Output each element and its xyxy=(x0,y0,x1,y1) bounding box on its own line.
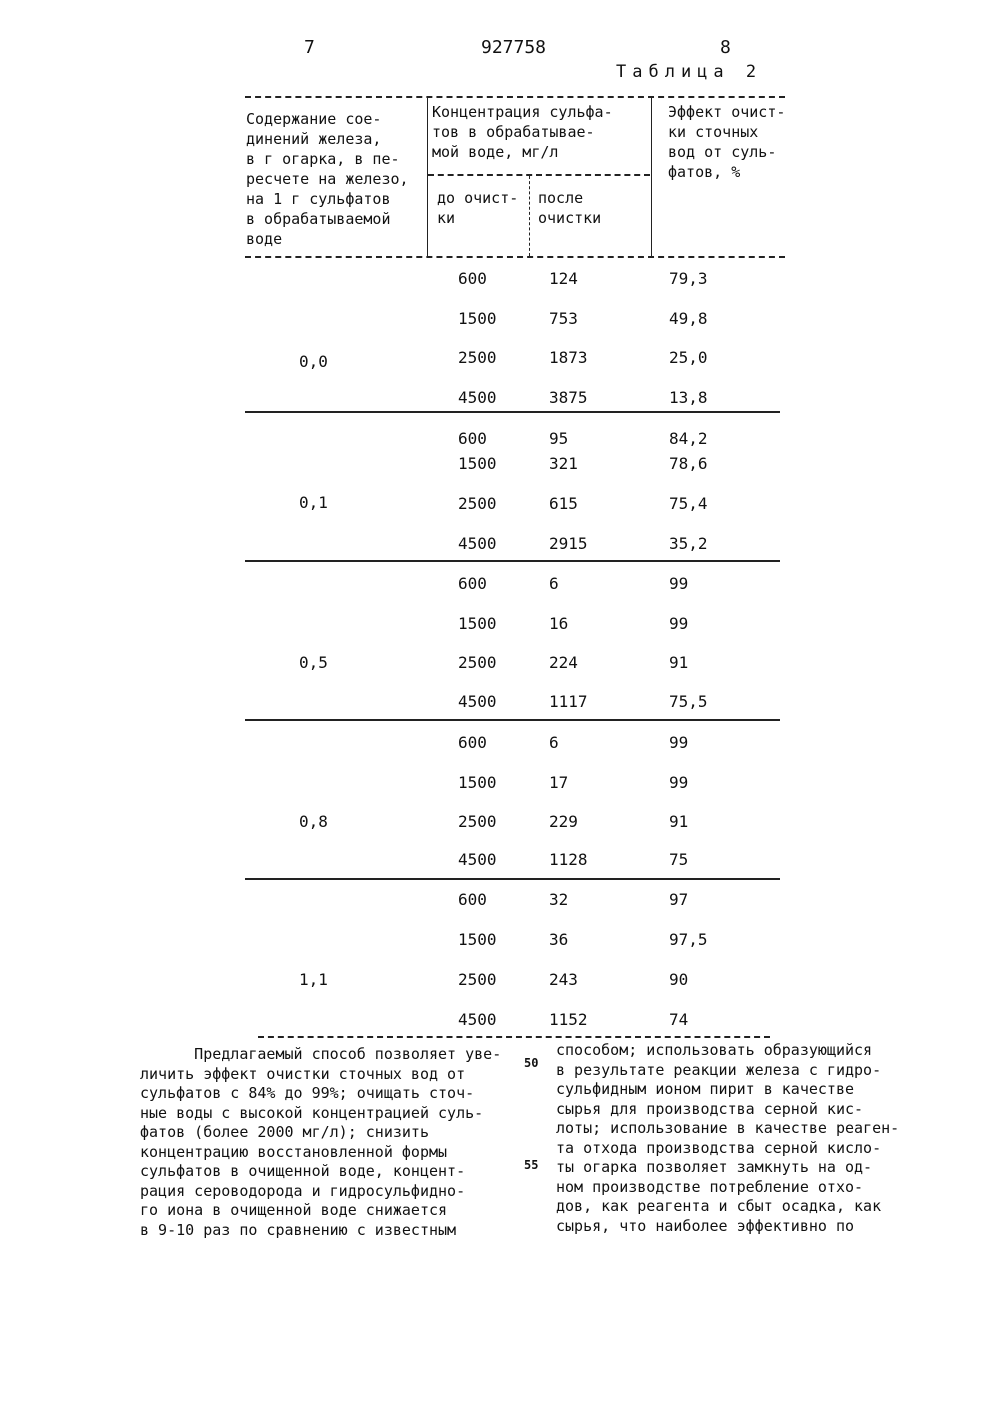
group-separator xyxy=(245,719,780,721)
table-cell-after: 3875 xyxy=(549,388,588,407)
table-cell-before: 2500 xyxy=(458,653,497,672)
table-cell-after: 16 xyxy=(549,614,569,633)
table-cell-before: 4500 xyxy=(458,692,497,711)
table-cell-after: 6 xyxy=(549,574,559,593)
table-cell-after: 124 xyxy=(549,269,578,288)
table-cell-effect: 99 xyxy=(669,574,689,593)
iron-content-value: 0,5 xyxy=(299,653,328,672)
table-cell-after: 1873 xyxy=(549,348,588,367)
table-cell-after: 615 xyxy=(549,494,578,513)
table-cell-after: 224 xyxy=(549,653,578,672)
iron-content-value: 1,1 xyxy=(299,970,328,989)
body-text-left-column: Предлагаемый способ позволяет уве- личить эффект очистки сточных вод от сульфатов с 84% до 99%; очищать сточ- ные воды с высокой концентрацией суль- фатов (более 2000 мг/л); снизить концентрацию восстановленной формы сульфатов в очищенной воде, концент- рация сероводорода и гидросульфидно- го иона в очищенной воде снижается в 9-10 раз по сравнению с известным xyxy=(140,1045,502,1239)
table-cell-effect: 49,8 xyxy=(669,309,708,328)
table-cell-effect: 13,8 xyxy=(669,388,708,407)
group-separator xyxy=(245,411,780,413)
table-cell-effect: 75,4 xyxy=(669,494,708,513)
patent-number: 927758 xyxy=(481,37,547,58)
table-cell-after: 1152 xyxy=(549,1010,588,1029)
table-cell-after: 1117 xyxy=(549,692,588,711)
table-cell-after: 36 xyxy=(549,930,569,949)
table-cell-effect: 75 xyxy=(669,850,689,869)
table-cell-effect: 99 xyxy=(669,773,689,792)
subheader-divider xyxy=(529,176,530,256)
table-cell-before: 4500 xyxy=(458,850,497,869)
table-cell-before: 2500 xyxy=(458,970,497,989)
header-bottom-rule xyxy=(245,256,785,258)
table-cell-effect: 78,6 xyxy=(669,454,708,473)
table-cell-after: 1128 xyxy=(549,850,588,869)
group-separator xyxy=(245,560,780,562)
table-cell-before: 600 xyxy=(458,890,487,909)
table-cell-before: 4500 xyxy=(458,1010,497,1029)
table-cell-effect: 90 xyxy=(669,970,689,989)
right-page-number: 8 xyxy=(720,37,731,58)
table-top-rule xyxy=(245,96,785,98)
table-cell-before: 1500 xyxy=(458,454,497,473)
table-cell-effect: 91 xyxy=(669,812,689,831)
table-cell-before: 2500 xyxy=(458,494,497,513)
line-number-55: 55 xyxy=(524,1158,539,1172)
table-cell-before: 4500 xyxy=(458,534,497,553)
group-separator xyxy=(245,878,780,880)
table-cell-after: 321 xyxy=(549,454,578,473)
table-cell-before: 600 xyxy=(458,574,487,593)
header-iron-content: Содержание сое- динений железа, в г огарка, в пе- ресчете на железо, на 1 г сульфатов в обрабатываемой воде xyxy=(246,110,409,248)
iron-content-value: 0,1 xyxy=(299,493,328,512)
table-cell-after: 17 xyxy=(549,773,569,792)
table-cell-before: 2500 xyxy=(458,812,497,831)
left-page-number: 7 xyxy=(304,37,315,58)
table-caption: Таблица 2 xyxy=(616,62,763,82)
header-treatment-effect: Эффект очист- ки сточных вод от суль- фатов, % xyxy=(668,103,786,181)
table-cell-before: 1500 xyxy=(458,773,497,792)
header-before-treatment: до очист- ки xyxy=(437,189,519,227)
table-cell-after: 753 xyxy=(549,309,578,328)
table-cell-before: 4500 xyxy=(458,388,497,407)
table-cell-before: 2500 xyxy=(458,348,497,367)
table-cell-effect: 99 xyxy=(669,614,689,633)
table-cell-after: 2915 xyxy=(549,534,588,553)
table-cell-after: 6 xyxy=(549,733,559,752)
table-cell-effect: 25,0 xyxy=(669,348,708,367)
table-cell-after: 243 xyxy=(549,970,578,989)
header-divider-1 xyxy=(427,96,428,256)
table-cell-effect: 84,2 xyxy=(669,429,708,448)
header-divider-2 xyxy=(651,96,652,256)
table-cell-effect: 97 xyxy=(669,890,689,909)
subheader-rule xyxy=(428,174,650,176)
line-number-50: 50 xyxy=(524,1056,539,1070)
iron-content-value: 0,8 xyxy=(299,812,328,831)
table-cell-before: 1500 xyxy=(458,309,497,328)
table-cell-after: 95 xyxy=(549,429,569,448)
table-cell-effect: 91 xyxy=(669,653,689,672)
table-bottom-rule xyxy=(258,1036,770,1038)
table-cell-effect: 75,5 xyxy=(669,692,708,711)
table-cell-effect: 79,3 xyxy=(669,269,708,288)
header-after-treatment: после очистки xyxy=(538,189,602,227)
table-cell-effect: 99 xyxy=(669,733,689,752)
table-cell-before: 600 xyxy=(458,269,487,288)
header-sulfate-concentration: Концентрация сульфа- тов в обрабатывае- мой воде, мг/л xyxy=(432,103,613,161)
table-cell-effect: 74 xyxy=(669,1010,689,1029)
table-cell-effect: 97,5 xyxy=(669,930,708,949)
body-text-right-column: способом; использовать образующийся в результате реакции железа с гидро- сульфидным ионом пирит в качестве сырья для производства серной кис- лоты; использование в качестве реаген- та отхода производства серной кисло- ты огарка позволяет замкнуть на од- ном производстве потребление отхо- дов, как реагента и сбыт осадка, как сырья, что наиболее эффективно по xyxy=(556,1041,900,1235)
table-cell-effect: 35,2 xyxy=(669,534,708,553)
table-cell-before: 1500 xyxy=(458,930,497,949)
table-cell-before: 600 xyxy=(458,733,487,752)
table-cell-after: 229 xyxy=(549,812,578,831)
table-cell-before: 600 xyxy=(458,429,487,448)
iron-content-value: 0,0 xyxy=(299,352,328,371)
table-cell-after: 32 xyxy=(549,890,569,909)
table-cell-before: 1500 xyxy=(458,614,497,633)
